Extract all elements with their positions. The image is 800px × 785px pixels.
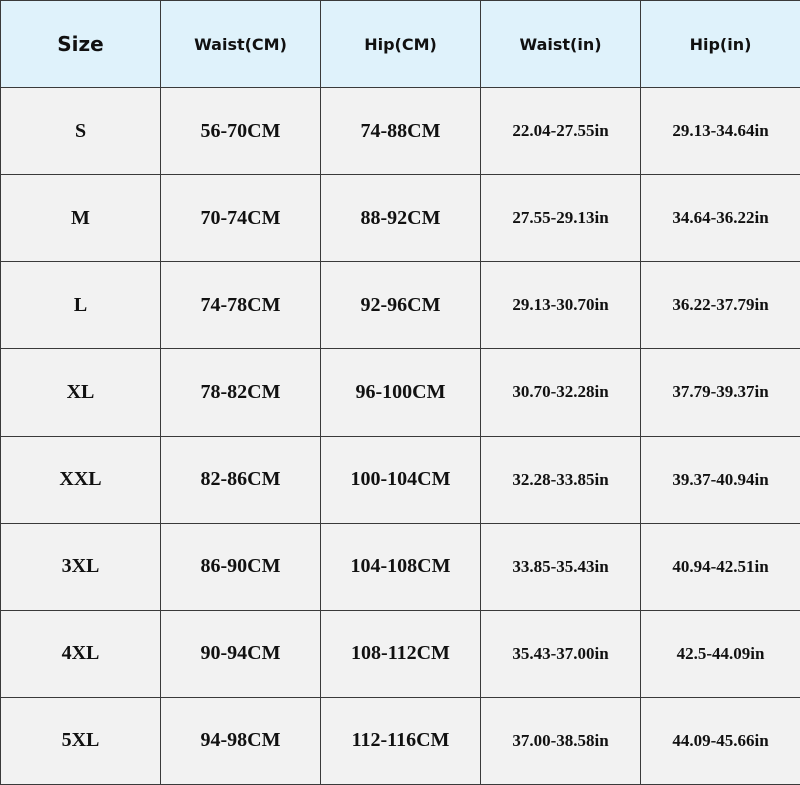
table-row bbox=[1, 349, 800, 436]
header-waist-cm: Waist(CM) bbox=[161, 1, 321, 88]
waist-in-cell: 30.70-32.28in bbox=[481, 349, 641, 436]
waist-in-cell: 35.43-37.00in bbox=[481, 610, 641, 697]
table-row bbox=[1, 610, 800, 697]
waist-cm-cell: 78-82CM bbox=[161, 349, 321, 436]
size-cell: 4XL bbox=[1, 610, 161, 697]
hip-cm-cell: 108-112CM bbox=[321, 610, 481, 697]
size-chart-header bbox=[1, 1, 800, 88]
waist-in-cell: 27.55-29.13in bbox=[481, 175, 641, 262]
table-row bbox=[1, 262, 800, 349]
hip-in-cell: 37.79-39.37in bbox=[641, 349, 800, 436]
size-cell: 5XL bbox=[1, 697, 161, 784]
waist-cm-cell: 70-74CM bbox=[161, 175, 321, 262]
hip-cm-cell: 100-104CM bbox=[321, 436, 481, 523]
hip-in-cell: 44.09-45.66in bbox=[641, 697, 800, 784]
hip-cm-cell: 104-108CM bbox=[321, 523, 481, 610]
waist-in-cell: 33.85-35.43in bbox=[481, 523, 641, 610]
header-hip-in: Hip(in) bbox=[641, 1, 800, 88]
hip-in-cell: 39.37-40.94in bbox=[641, 436, 800, 523]
header-size: Size bbox=[1, 1, 161, 88]
waist-cm-cell: 74-78CM bbox=[161, 262, 321, 349]
size-cell: XL bbox=[1, 349, 161, 436]
size-cell: S bbox=[1, 88, 161, 175]
hip-in-cell: 36.22-37.79in bbox=[641, 262, 800, 349]
header-hip-cm: Hip(CM) bbox=[321, 1, 481, 88]
hip-cm-cell: 92-96CM bbox=[321, 262, 481, 349]
size-cell: L bbox=[1, 262, 161, 349]
hip-in-cell: 29.13-34.64in bbox=[641, 88, 800, 175]
header-waist-in: Waist(in) bbox=[481, 1, 641, 88]
waist-cm-cell: 82-86CM bbox=[161, 436, 321, 523]
size-cell: 3XL bbox=[1, 523, 161, 610]
waist-in-cell: 32.28-33.85in bbox=[481, 436, 641, 523]
table-row bbox=[1, 523, 800, 610]
table-row bbox=[1, 436, 800, 523]
size-chart-body bbox=[1, 88, 800, 785]
hip-cm-cell: 74-88CM bbox=[321, 88, 481, 175]
waist-cm-cell: 56-70CM bbox=[161, 88, 321, 175]
waist-in-cell: 29.13-30.70in bbox=[481, 262, 641, 349]
table-row bbox=[1, 175, 800, 262]
size-cell: XXL bbox=[1, 436, 161, 523]
header-row bbox=[1, 1, 800, 88]
waist-cm-cell: 90-94CM bbox=[161, 610, 321, 697]
waist-in-cell: 37.00-38.58in bbox=[481, 697, 641, 784]
table-row bbox=[1, 88, 800, 175]
hip-cm-cell: 96-100CM bbox=[321, 349, 481, 436]
size-cell: M bbox=[1, 175, 161, 262]
hip-in-cell: 34.64-36.22in bbox=[641, 175, 800, 262]
hip-in-cell: 40.94-42.51in bbox=[641, 523, 800, 610]
table-row bbox=[1, 697, 800, 784]
hip-in-cell: 42.5-44.09in bbox=[641, 610, 800, 697]
waist-cm-cell: 94-98CM bbox=[161, 697, 321, 784]
waist-cm-cell: 86-90CM bbox=[161, 523, 321, 610]
waist-in-cell: 22.04-27.55in bbox=[481, 88, 641, 175]
hip-cm-cell: 112-116CM bbox=[321, 697, 481, 784]
hip-cm-cell: 88-92CM bbox=[321, 175, 481, 262]
